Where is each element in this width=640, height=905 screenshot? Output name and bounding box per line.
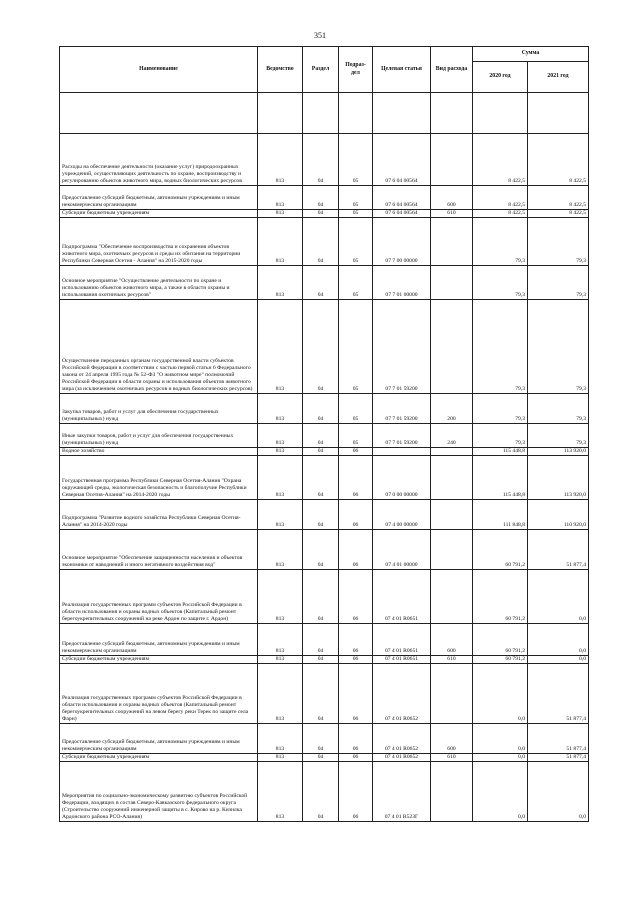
row-subsection: 06 — [339, 500, 373, 530]
page-number: 351 — [314, 31, 326, 40]
table-row — [60, 218, 589, 266]
row-sum-2020: 79,3 — [473, 266, 528, 300]
row-name: Мероприятия по социально-экономическому развитию субъектов Российской Федерации, входящих в состав Северо-Кавказского федерального округа (Строительство сооружений инженерной защиты в с. Кирово на р. Кизилка Ардонского района РСО-Алания) — [60, 762, 258, 822]
row-sum-2021: 8 422,5 — [528, 134, 589, 186]
row-target-code: 07 4 01 R0651 — [373, 656, 431, 664]
row-sum-2021: 0,0 — [528, 570, 589, 624]
table-row — [60, 664, 589, 724]
row-sum-2021: 0,0 — [528, 762, 589, 822]
row-target-code: 07 4 01 R523Г — [373, 762, 431, 822]
spacer-row — [60, 93, 589, 134]
row-ministry: 813 — [258, 456, 303, 500]
row-section: 04 — [303, 186, 339, 210]
row-expense-type: 610 — [431, 656, 473, 664]
row-subsection: 06 — [339, 570, 373, 624]
row-section: 04 — [303, 210, 339, 218]
row-expense-type: 600 — [431, 186, 473, 210]
row-section: 04 — [303, 624, 339, 656]
row-subsection: 05 — [339, 266, 373, 300]
row-ministry: 813 — [258, 656, 303, 664]
row-target-code: 07 4 01 R0652 — [373, 724, 431, 754]
row-expense-type — [431, 266, 473, 300]
row-name: Водное хозяйство — [60, 448, 258, 456]
row-section: 04 — [303, 134, 339, 186]
row-name: Закупка товаров, работ и услуг для обеспечения государственных (муниципальных) нужд — [60, 394, 258, 424]
row-expense-type — [431, 530, 473, 570]
table-row — [60, 394, 589, 424]
row-section: 04 — [303, 300, 339, 394]
row-section: 04 — [303, 656, 339, 664]
row-sum-2021: 110 920,0 — [528, 500, 589, 530]
row-section: 04 — [303, 424, 339, 448]
row-name: Подпрограмма "Развитие водного хозяйства Республики Северная Осетия-Алания" на 2014-2020 годы — [60, 500, 258, 530]
row-section: 04 — [303, 754, 339, 762]
row-target-code: 07 7 01 59200 — [373, 300, 431, 394]
row-name: Реализация государственных программ субъектов Российской Федерации в области использования и охраны водных объектов (Капитальный ремонт берегоукрепительных сооружений на реке Ардон по защите г. Ардон) — [60, 570, 258, 624]
row-section: 04 — [303, 664, 339, 724]
row-sum-2021: 0,0 — [528, 624, 589, 656]
row-expense-type: 600 — [431, 624, 473, 656]
row-section: 04 — [303, 456, 339, 500]
table-row — [60, 724, 589, 754]
row-section: 04 — [303, 500, 339, 530]
row-expense-type: 610 — [431, 754, 473, 762]
row-name: Субсидии бюджетным учреждениям — [60, 656, 258, 664]
row-expense-type — [431, 500, 473, 530]
row-sum-2020: 0,0 — [473, 724, 528, 754]
row-name: Субсидии бюджетным учреждениям — [60, 210, 258, 218]
row-expense-type — [431, 300, 473, 394]
row-sum-2021: 51 877,4 — [528, 664, 589, 724]
row-sum-2021: 8 422,5 — [528, 186, 589, 210]
row-target-code: 07 4 01 R0651 — [373, 570, 431, 624]
row-ministry: 813 — [258, 300, 303, 394]
header-subsection: Подраз-дел — [339, 47, 373, 93]
row-section: 04 — [303, 530, 339, 570]
table-row — [60, 300, 589, 394]
table-row — [60, 530, 589, 570]
row-name: Предоставление субсидий бюджетным, автономным учреждениям и иным некоммерческим организациям — [60, 624, 258, 656]
row-subsection: 05 — [339, 394, 373, 424]
row-sum-2020: 60 791,2 — [473, 570, 528, 624]
row-ministry: 813 — [258, 218, 303, 266]
row-ministry: 813 — [258, 570, 303, 624]
table-row — [60, 570, 589, 624]
row-sum-2020: 79,3 — [473, 424, 528, 448]
row-sum-2021: 8 422,5 — [528, 210, 589, 218]
row-sum-2021: 79,3 — [528, 300, 589, 394]
row-sum-2020: 60 791,2 — [473, 530, 528, 570]
row-target-code — [373, 448, 431, 456]
table-body — [60, 93, 589, 822]
row-ministry: 813 — [258, 186, 303, 210]
table-row — [60, 186, 589, 210]
row-expense-type: 600 — [431, 724, 473, 754]
row-ministry: 813 — [258, 530, 303, 570]
row-expense-type — [431, 448, 473, 456]
row-name: Осуществление переданных органам государственной власти субъектов Российской Федерации в соответствии с частью первой статьи 6 Федерального закона от 24 апреля 1995 года № 52-ФЗ "О животном мире" полномочий Российской Федерации в области охраны и использования объектов животного мира (за исключением охотничьих ресурсов и водных биологических ресурсов) — [60, 300, 258, 394]
row-sum-2020: 8 422,5 — [473, 186, 528, 210]
table-row — [60, 624, 589, 656]
row-sum-2020: 0,0 — [473, 762, 528, 822]
row-sum-2021: 51 877,4 — [528, 530, 589, 570]
row-subsection: 06 — [339, 762, 373, 822]
row-sum-2020: 0,0 — [473, 754, 528, 762]
row-section: 04 — [303, 448, 339, 456]
row-ministry: 813 — [258, 762, 303, 822]
header-ministry: Ведомство — [258, 47, 303, 93]
row-sum-2021: 79,3 — [528, 218, 589, 266]
table-row — [60, 448, 589, 456]
row-expense-type — [431, 762, 473, 822]
row-subsection: 05 — [339, 186, 373, 210]
row-sum-2020: 79,3 — [473, 218, 528, 266]
row-ministry: 813 — [258, 134, 303, 186]
row-target-code: 07 7 01 59200 — [373, 424, 431, 448]
header-year-2021: 2021 год — [528, 62, 589, 93]
row-section: 04 — [303, 266, 339, 300]
row-expense-type — [431, 664, 473, 724]
row-name: Субсидии бюджетным учреждениям — [60, 754, 258, 762]
row-sum-2020: 115 448,8 — [473, 456, 528, 500]
row-ministry: 813 — [258, 664, 303, 724]
row-sum-2021: 0,0 — [528, 656, 589, 664]
row-ministry: 813 — [258, 624, 303, 656]
row-subsection: 06 — [339, 754, 373, 762]
row-subsection: 05 — [339, 218, 373, 266]
row-target-code: 07 7 01 59200 — [373, 394, 431, 424]
row-target-code: 07 7 01 00000 — [373, 266, 431, 300]
row-sum-2020: 60 791,2 — [473, 624, 528, 656]
table-row — [60, 500, 589, 530]
row-subsection: 06 — [339, 724, 373, 754]
header-name: Наименование — [60, 47, 258, 93]
row-name: Основное мероприятие "Осуществление деятельности по охране и использованию объектов животного мира, а также в области охраны и использования охотничьих ресурсов" — [60, 266, 258, 300]
row-expense-type — [431, 134, 473, 186]
row-sum-2021: 51 877,4 — [528, 754, 589, 762]
table-row — [60, 424, 589, 448]
row-sum-2021: 79,3 — [528, 394, 589, 424]
row-name: Государственная программа Республики Северная Осетия-Алания "Охрана окружающей среды, экологическая безопасность и благополучие Республики Северная Осетия-Алания" на 2014-2020 годы — [60, 456, 258, 500]
row-sum-2020: 115 448,8 — [473, 448, 528, 456]
row-name: Предоставление субсидий бюджетным, автономным учреждениям и иным некоммерческим организациям — [60, 724, 258, 754]
row-name: Подпрограмма "Обеспечение воспроизводства и сохранения объектов животного мира, охотничьих ресурсов и среды их обитания на территории Республики Северная Осетия - Алания" на 2015-2020 годы — [60, 218, 258, 266]
row-name: Основное мероприятие "Обеспечение защищенности населения и объектов экономики от наводнений и иного негативного воздействия вод" — [60, 530, 258, 570]
row-subsection: 05 — [339, 424, 373, 448]
row-section: 04 — [303, 762, 339, 822]
row-ministry: 813 — [258, 724, 303, 754]
row-expense-type: 200 — [431, 394, 473, 424]
row-target-code: 07 7 00 00000 — [373, 218, 431, 266]
row-expense-type: 240 — [431, 424, 473, 448]
row-subsection: 06 — [339, 530, 373, 570]
row-sum-2021: 113 920,0 — [528, 456, 589, 500]
row-subsection: 05 — [339, 300, 373, 394]
row-target-code: 07 4 01 R0652 — [373, 664, 431, 724]
row-sum-2021: 113 920,0 — [528, 448, 589, 456]
row-sum-2020: 79,3 — [473, 300, 528, 394]
table-row — [60, 134, 589, 186]
row-sum-2020: 8 422,5 — [473, 134, 528, 186]
row-subsection: 05 — [339, 210, 373, 218]
row-subsection: 06 — [339, 456, 373, 500]
row-target-code: 07 6 04 00564 — [373, 210, 431, 218]
row-target-code: 07 6 04 00564 — [373, 186, 431, 210]
table-row — [60, 762, 589, 822]
row-sum-2021: 51 877,4 — [528, 724, 589, 754]
budget-table — [59, 46, 589, 822]
row-name: Расходы на обеспечение деятельности (оказание услуг) природоохранных учреждений, осуществляющих деятельность по охране, воспроизводству и регулированию объектов животного мира, водных биологических ресурсов — [60, 134, 258, 186]
row-section: 04 — [303, 394, 339, 424]
row-sum-2020: 60 791,2 — [473, 656, 528, 664]
header-expense-type: Вид расхода — [431, 47, 473, 93]
row-subsection: 06 — [339, 448, 373, 456]
row-ministry: 813 — [258, 448, 303, 456]
table-row — [60, 210, 589, 218]
table-row — [60, 754, 589, 762]
row-target-code: 07 6 04 00564 — [373, 134, 431, 186]
row-target-code: 07 4 01 R0651 — [373, 624, 431, 656]
row-target-code: 07 4 00 00000 — [373, 500, 431, 530]
row-name: Предоставление субсидий бюджетным, автономным учреждениям и иным некоммерческим организациям — [60, 186, 258, 210]
row-sum-2020: 8 422,5 — [473, 210, 528, 218]
table-row — [60, 456, 589, 500]
row-section: 04 — [303, 724, 339, 754]
row-sum-2020: 0,0 — [473, 664, 528, 724]
header-target: Целевая статья — [373, 47, 431, 93]
row-ministry: 813 — [258, 210, 303, 218]
row-ministry: 813 — [258, 500, 303, 530]
row-sum-2021: 79,3 — [528, 266, 589, 300]
header-sum: Сумма — [473, 47, 589, 62]
row-subsection: 05 — [339, 134, 373, 186]
row-subsection: 06 — [339, 624, 373, 656]
header-section: Раздел — [303, 47, 339, 93]
table-row — [60, 266, 589, 300]
row-target-code: 07 4 01 R0652 — [373, 754, 431, 762]
row-subsection: 06 — [339, 656, 373, 664]
row-section: 04 — [303, 218, 339, 266]
row-expense-type — [431, 456, 473, 500]
row-sum-2020: 79,3 — [473, 394, 528, 424]
row-ministry: 813 — [258, 754, 303, 762]
row-name: Иные закупки товаров, работ и услуг для обеспечения государственных (муниципальных) нужд — [60, 424, 258, 448]
row-expense-type — [431, 570, 473, 624]
row-sum-2021: 79,3 — [528, 424, 589, 448]
row-expense-type — [431, 218, 473, 266]
row-target-code: 07 0 00 00000 — [373, 456, 431, 500]
row-ministry: 813 — [258, 424, 303, 448]
row-ministry: 813 — [258, 266, 303, 300]
table-row — [60, 656, 589, 664]
row-expense-type: 610 — [431, 210, 473, 218]
row-name: Реализация государственных программ субъектов Российской Федерации в области использования и охраны водных объектов (Капитальный ремонт берегоукрепительных сооружений на левом берегу реки Терек по защите села Фарн) — [60, 664, 258, 724]
row-ministry: 813 — [258, 394, 303, 424]
header-year-2020: 2020 год — [473, 62, 528, 93]
row-section: 04 — [303, 570, 339, 624]
row-target-code: 07 4 01 00000 — [373, 530, 431, 570]
row-sum-2020: 111 848,8 — [473, 500, 528, 530]
row-subsection: 06 — [339, 664, 373, 724]
